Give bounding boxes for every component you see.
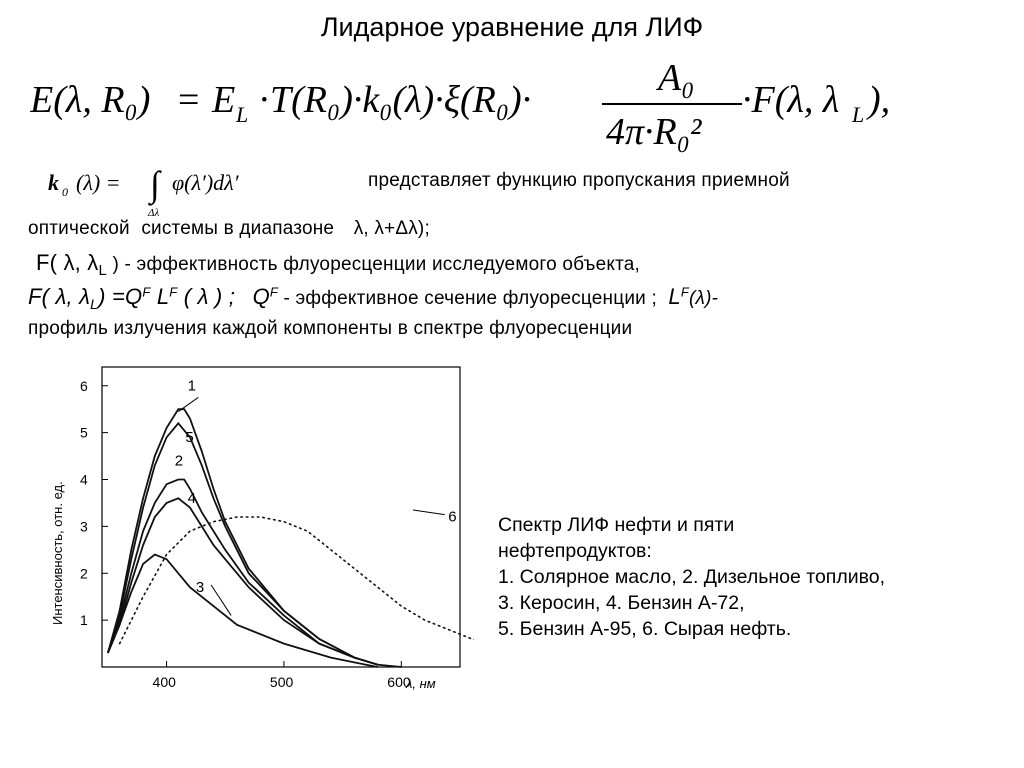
text-line-2 bbox=[28, 218, 430, 240]
series-line-2 bbox=[108, 480, 378, 665]
text-line-4b: ) =Q bbox=[98, 284, 143, 309]
equation-end: ), bbox=[868, 79, 891, 121]
series-label-4: 4 bbox=[187, 489, 197, 507]
x-tick-label: 600 bbox=[387, 674, 411, 690]
text-line-4-sup3: F bbox=[269, 284, 279, 300]
equation-denominator: 4π·R₀² bbox=[606, 111, 702, 153]
leader-line-6 bbox=[413, 510, 445, 515]
k0-definition bbox=[44, 158, 314, 220]
chart-caption bbox=[498, 512, 885, 642]
text-line-3b: ) - эффективность флуоресценции исследуемого объекта, bbox=[107, 254, 641, 275]
k0-k: k bbox=[48, 170, 59, 195]
equation-L-sub: L bbox=[236, 102, 249, 127]
y-tick-label: 5 bbox=[80, 424, 88, 441]
text-line-3-sub: L bbox=[98, 261, 108, 279]
text-line-4h: (λ)- bbox=[689, 288, 719, 309]
lidar-equation bbox=[30, 52, 910, 162]
slide-title: Лидарное уравнение для ЛИФ bbox=[320, 12, 704, 42]
equation-equals: = bbox=[178, 79, 200, 121]
text-line-4a: F( λ, λ bbox=[28, 284, 91, 309]
y-axis-label: Интенсивность, отн. ед. bbox=[50, 481, 65, 625]
x-axis-label: λ, нм bbox=[406, 676, 436, 691]
caption-line-4: 3. Керосин, 4. Бензин А-72, bbox=[498, 592, 745, 614]
text-line-4-sup1: F bbox=[142, 284, 151, 300]
k0-sub: 0 bbox=[62, 185, 68, 199]
equation-mid: T(R₀)·k₀(λ)·ξ(R₀)· bbox=[270, 79, 532, 121]
text-line-3 bbox=[36, 250, 640, 279]
series-line-1 bbox=[108, 409, 401, 667]
x-tick-label: 400 bbox=[152, 674, 176, 690]
series-label-5: 5 bbox=[185, 429, 194, 446]
caption-line-1: Спектр ЛИФ нефти и пяти bbox=[498, 514, 735, 536]
integral-limit: Δλ bbox=[148, 207, 160, 219]
leader-line-3 bbox=[211, 585, 231, 615]
y-tick-label: 3 bbox=[80, 518, 88, 535]
integral-sign: ∫ bbox=[150, 164, 160, 204]
y-tick-label: 2 bbox=[80, 565, 88, 582]
integrand: φ(λ′)dλ′ bbox=[172, 170, 239, 195]
leader-line-1 bbox=[178, 397, 198, 411]
series-label-6: 6 bbox=[448, 508, 457, 526]
text-line-4-sup2: F bbox=[169, 284, 178, 300]
text-line-3a: F( λ, λ bbox=[36, 250, 99, 275]
k0-rest: (λ) = bbox=[76, 170, 121, 195]
series-line-4 bbox=[108, 498, 378, 664]
series-line-5 bbox=[108, 423, 378, 664]
equation-lambda-L-sub: L bbox=[852, 102, 865, 127]
x-tick-label: 500 bbox=[269, 674, 294, 690]
series-label-2: 2 bbox=[174, 452, 184, 470]
series-label-3: 3 bbox=[195, 579, 205, 596]
text-line-2b: системы в диапазоне bbox=[141, 218, 335, 239]
text-line-2c: λ, λ+Δλ); bbox=[353, 218, 430, 239]
text-line-4d: ( λ ) ; bbox=[177, 284, 236, 309]
caption-line-3: 1. Солярное масло, 2. Дизельное топливо, bbox=[498, 566, 886, 588]
equation-dot: · bbox=[258, 79, 271, 121]
text-line-4 bbox=[28, 284, 718, 312]
caption-line-2: нефтепродуктов: bbox=[498, 540, 652, 562]
y-tick-label: 6 bbox=[80, 377, 88, 394]
caption-line-5: 5. Бензин А-95, 6. Сырая нефть. bbox=[498, 618, 792, 640]
series-label-1: 1 bbox=[187, 377, 197, 395]
equation-lhs: E(λ, R₀) bbox=[30, 79, 151, 121]
text-line-4-sub: L bbox=[90, 295, 99, 312]
equation-numerator: A₀ bbox=[658, 57, 695, 99]
y-tick-label: 4 bbox=[80, 471, 88, 488]
text-line-4f: - эффективное сечение флуоресценции ; bbox=[278, 288, 657, 309]
lif-spectrum-chart bbox=[44, 355, 474, 695]
text-line-4e: Q bbox=[252, 284, 270, 309]
text-line-4c: L bbox=[150, 284, 170, 309]
text-line-2a: оптической bbox=[28, 218, 130, 239]
text-line-4g: L bbox=[668, 284, 681, 309]
equation-E: E bbox=[212, 79, 236, 121]
text-line-4-sup4: F bbox=[680, 284, 689, 300]
text-line-1: представляет функцию пропускания приемной bbox=[368, 170, 790, 191]
text-line-5: профиль излучения каждой компоненты в спектре флуоресценции bbox=[28, 318, 633, 339]
equation-tail: ·F(λ, λ bbox=[742, 79, 840, 121]
y-tick-label: 1 bbox=[80, 612, 88, 629]
